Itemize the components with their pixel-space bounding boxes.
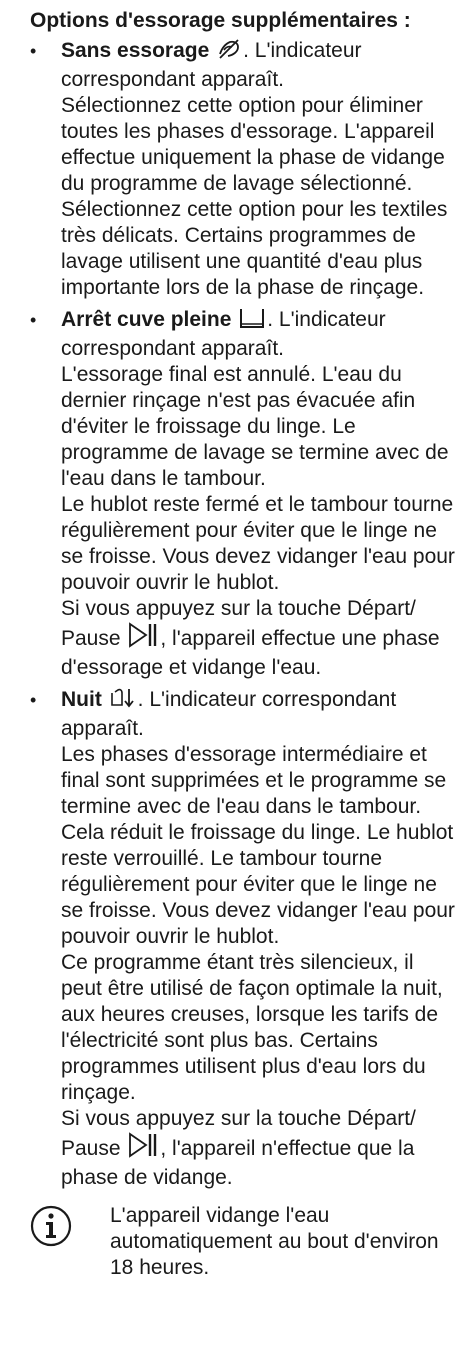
- item-paragraph: Ce programme étant très silencieux, il peut être utilisé de façon optimale la nuit, aux heures creuses, lorsque les tarifs de l'électricité sont plus bas. Certains programmes utilisent plus d'eau lors du rinçage.: [61, 951, 443, 1104]
- option-title: Nuit: [61, 688, 102, 711]
- item-intro: [61, 38, 456, 93]
- bullet: •: [30, 310, 37, 330]
- no-spin-icon: [217, 38, 241, 67]
- list-item: [30, 38, 456, 301]
- section-heading: Options d'essorage supplémentaires :: [30, 9, 411, 32]
- info-note: [30, 1203, 456, 1281]
- option-title: Arrêt cuve pleine: [61, 308, 232, 331]
- night-icon: [110, 687, 136, 716]
- item-paragraph: L'essorage final est annulé. L'eau du dernier rinçage n'est pas évacuée afin d'éviter le froissage du linge. Le programme de lavage se termine avec de l'eau dans le tambour.: [61, 363, 449, 490]
- item-paragraph: Sélectionnez cette option pour éliminer toutes les phases d'essorage. L'appareil effectue uniquement la phase de vidange du programme de lavage sélectionné.: [61, 94, 445, 195]
- item-intro-text: . L'indicateur correspondant apparaît.: [61, 688, 397, 740]
- item-intro-text: . L'indicateur correspondant apparaît.: [61, 39, 362, 91]
- info-icon: [30, 1205, 72, 1247]
- start-pause-icon: [128, 1132, 158, 1165]
- spin-options-list: [30, 38, 456, 1191]
- start-pause-icon: [128, 622, 158, 655]
- start-pause-text-after: , l'appareil n'effectue que la phase de vidange.: [61, 1137, 415, 1189]
- item-paragraph: Sélectionnez cette option pour les textiles très délicats. Certains programmes de lavage utilisent une quantité d'eau plus importante lors de la phase de rinçage.: [61, 198, 448, 299]
- item-intro: [61, 687, 456, 742]
- item-paragraph: Le hublot reste fermé et le tambour tourne régulièrement pour éviter que le linge ne se froisse. Vous devez vidanger l'eau pour pouvoir ouvrir le hublot.: [61, 493, 455, 594]
- bullet: •: [30, 690, 37, 710]
- item-intro: [61, 307, 456, 362]
- start-pause-text-before: Si vous appuyez sur la touche Départ/ Pause: [61, 1107, 416, 1160]
- item-intro-text: . L'indicateur correspondant apparaît.: [61, 308, 386, 360]
- list-item: [30, 687, 456, 1191]
- rinse-hold-icon: [239, 307, 265, 336]
- start-pause-text-before: Si vous appuyez sur la touche Départ/ Pause: [61, 597, 416, 650]
- item-paragraph: [61, 1106, 456, 1191]
- bullet: •: [30, 41, 37, 61]
- start-pause-text-after: , l'appareil effectue une phase d'essorage et vidange l'eau.: [61, 627, 440, 679]
- option-title: Sans essorage: [61, 39, 210, 62]
- item-paragraph: [61, 596, 456, 681]
- note-text: L'appareil vidange l'eau automatiquement au bout d'environ 18 heures.: [110, 1204, 439, 1279]
- list-item: [30, 307, 456, 681]
- item-paragraph: Les phases d'essorage intermédiaire et final sont supprimées et le programme se termine avec de l'eau dans le tambour. Cela réduit le froissage du linge. Le hublot reste verrouillé. Le tambour tourne régulièrement pour éviter que le linge ne se froisse. Vous devez vidanger l'eau pour pouvoir ouvrir le hublot.: [61, 743, 455, 948]
